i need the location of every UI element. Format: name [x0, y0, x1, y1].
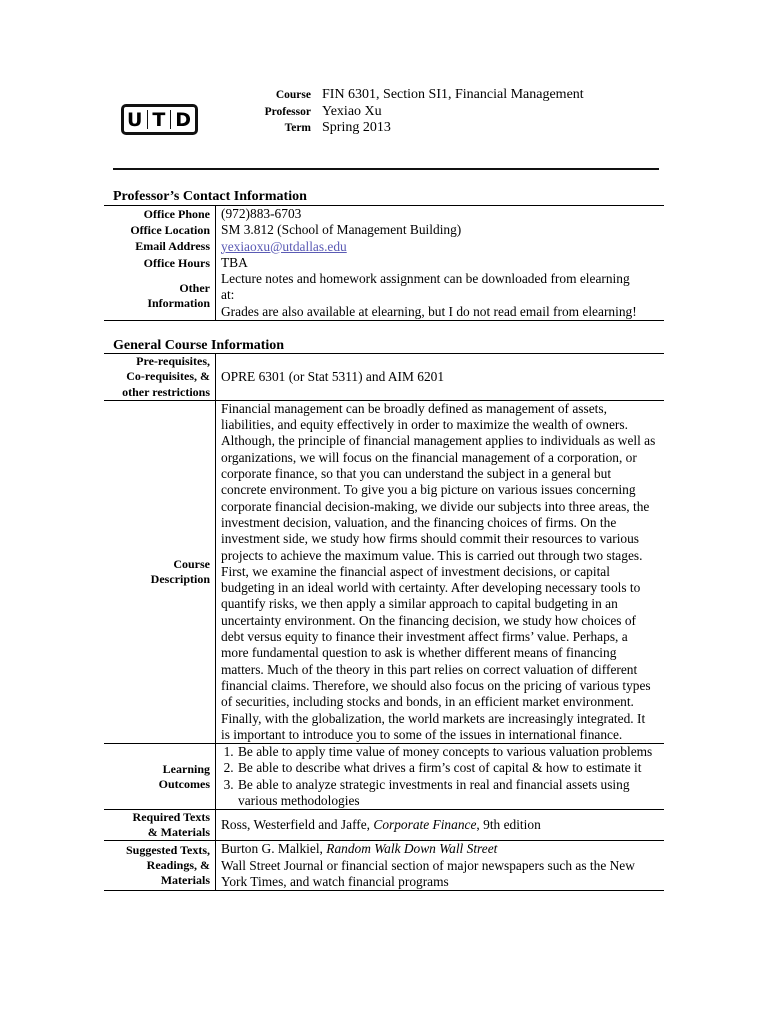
required-label-line: & Materials	[147, 825, 210, 840]
description-line: concrete environment. To give you a big picture on various issues concerning	[221, 482, 636, 498]
header-row-term	[250, 120, 670, 137]
required-authors: Ross, Westerfield and Jaffe,	[221, 817, 374, 833]
prereq-label-line: Co-requisites, &	[126, 369, 210, 384]
description-line: uncertainty environment. On the financing decision, we study how choices of	[221, 612, 636, 628]
description-line: Although, the principle of financial management applies to individuals as well as	[221, 433, 656, 449]
logo-letter-t: T	[152, 108, 167, 131]
other-information-label	[104, 271, 216, 320]
other-information-value	[216, 271, 665, 320]
other-info-line: Lecture notes and homework assignment can be downloaded from elearning	[221, 271, 630, 287]
description-line: financial claims. Therefore, we should also focus on the pricing of various types	[221, 677, 651, 693]
description-line: Finally, with the globalization, the world markets are increasingly integrated. It	[221, 710, 646, 726]
required-book-title: Corporate Finance	[373, 817, 477, 833]
contact-row-phone	[104, 206, 664, 223]
suggested-label-line: Suggested Texts,	[125, 843, 210, 858]
prereq-value: OPRE 6301 (or Stat 5311) and AIM 6201	[221, 368, 445, 384]
required-label	[104, 810, 216, 841]
description-label	[104, 400, 216, 743]
outcome-item: 1. Be able to apply time value of money concepts to various valuation problems	[237, 744, 664, 760]
professor-value: Yexiao Xu	[322, 103, 382, 119]
outcomes-value	[216, 744, 665, 810]
general-row-outcomes	[104, 744, 664, 810]
prereq-label-line: other restrictions	[122, 384, 210, 399]
header-row-professor	[250, 104, 670, 121]
header-row-course	[250, 87, 670, 104]
logo-letter-d: D	[175, 108, 192, 131]
logo-letter-u: U	[127, 108, 144, 131]
general-row-required	[104, 810, 664, 841]
outcomes-label-line: Learning	[162, 761, 210, 776]
contact-row-hours	[104, 255, 664, 271]
prereq-label	[104, 354, 216, 401]
suggested-line	[221, 841, 664, 857]
required-edition: , 9th edition	[476, 817, 541, 833]
header-rule	[113, 168, 659, 170]
suggested-author: Burton G. Malkiel,	[221, 841, 327, 857]
general-row-description	[104, 400, 664, 743]
office-phone-label: Office Phone	[104, 206, 216, 223]
suggested-line: Wall Street Journal or financial section of major newspapers such as the New	[221, 857, 635, 873]
suggested-label-line: Materials	[160, 873, 210, 888]
description-line: investment decision, valuation, and the financing choices of firms. On the	[221, 514, 617, 530]
contact-table	[104, 205, 664, 321]
outcome-item: 3. Be able to analyze strategic investments in real and financial assets using various methodologies	[237, 777, 664, 810]
outcomes-label-line: Outcomes	[158, 776, 210, 791]
required-label-line: Required Texts	[132, 810, 210, 825]
other-label-line: Other	[179, 280, 210, 295]
description-line: of securities, including stocks and bonds, in an efficient market environment.	[221, 694, 634, 710]
term-label: Term	[284, 122, 311, 135]
general-section-title: General Course Information	[113, 338, 285, 353]
outcomes-list	[221, 744, 664, 809]
description-line: corporate financial decision-making, we divide our subjects into three areas, the	[221, 498, 650, 514]
logo-divider	[147, 110, 148, 129]
contact-row-email	[104, 239, 664, 255]
office-hours-label: Office Hours	[104, 255, 216, 271]
description-line: projects to achieve the maximum value. This is carried out through two stages.	[221, 547, 643, 563]
office-hours-value: TBA	[221, 254, 248, 270]
other-label-line: Information	[147, 295, 210, 310]
general-row-suggested	[104, 841, 664, 891]
suggested-value	[216, 841, 665, 891]
description-line: organizations, we will focus on the financial management of a corporation, or	[221, 449, 637, 465]
utd-logo	[121, 104, 198, 135]
contact-section-title: Professor’s Contact Information	[113, 189, 307, 204]
other-info-line: Grades are also available at elearning, but I do not read email from elearning!	[221, 303, 637, 319]
course-value: FIN 6301, Section SI1, Financial Management	[322, 87, 584, 103]
office-phone-value: (972)883-6703	[221, 206, 302, 221]
general-row-prereq	[104, 354, 664, 401]
description-value	[216, 400, 665, 743]
professor-label: Professor	[264, 105, 311, 118]
outcomes-label	[104, 744, 216, 810]
required-value	[216, 810, 665, 841]
email-link[interactable]: yexiaoxu@utdallas.edu	[221, 238, 347, 254]
contact-row-other	[104, 271, 664, 320]
course-header	[250, 87, 670, 137]
description-line: matters. Much of the theory in this part relies on correct valuation of different	[221, 661, 638, 677]
description-line: corporate finance, so that you can understand the subject in a general but	[221, 466, 612, 482]
email-label: Email Address	[104, 239, 216, 255]
description-line: is important to introduce you to some of the issues in international finance.	[221, 726, 623, 742]
suggested-book-title: Random Walk Down Wall Street	[326, 841, 498, 857]
contact-row-location	[104, 222, 664, 238]
outcome-item: 2. Be able to describe what drives a firm’s cost of capital & how to estimate it	[237, 760, 664, 776]
description-line: budgeting in an ideal world with certainty. After developing necessary tools to	[221, 580, 641, 596]
term-value: Spring 2013	[322, 120, 391, 136]
description-line: First, we examine the financial aspect of investment decisions, or capital	[221, 563, 610, 579]
description-line: liabilities, and equity effectively in order to maximize the wealth of owners.	[221, 417, 628, 433]
description-line: more fundamental question to ask is whether different means of financing	[221, 645, 617, 661]
description-line: investment side, we study how firms should commit their resources to various	[221, 531, 640, 547]
office-location-label: Office Location	[104, 222, 216, 238]
description-line: Financial management can be broadly defined as management of assets,	[221, 400, 607, 416]
suggested-line: York Times, and watch financial programs	[221, 873, 449, 889]
general-table	[104, 353, 664, 891]
description-line: quantify risks, we then apply a similar approach to capital budgeting in an	[221, 596, 618, 612]
course-label: Course	[275, 89, 311, 102]
prereq-label-line: Pre-requisites,	[136, 354, 210, 368]
other-info-line: at:	[221, 287, 235, 303]
description-label-line: Course	[173, 557, 210, 571]
office-location-value: SM 3.812 (School of Management Building)	[221, 222, 462, 238]
suggested-label-line: Readings, &	[146, 858, 210, 873]
suggested-label	[104, 841, 216, 891]
email-cell	[216, 239, 665, 255]
description-line: debt versus equity to finance their investment affect firms’ value. Perhaps, a	[221, 629, 628, 645]
logo-divider	[170, 110, 171, 129]
description-label-line: Description	[150, 572, 210, 586]
